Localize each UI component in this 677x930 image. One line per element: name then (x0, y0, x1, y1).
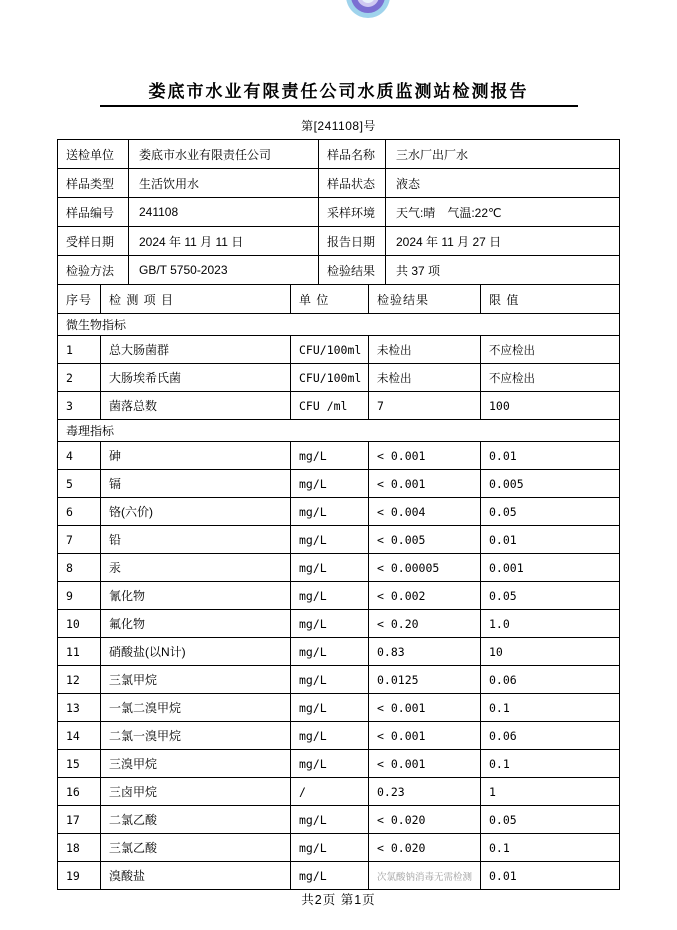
cell-limit: 0.05 (481, 806, 620, 834)
info-table (57, 139, 620, 285)
cell-item: 氟化物 (101, 610, 291, 638)
cell-result: 0.83 (369, 638, 481, 666)
cell-limit: 0.05 (481, 582, 620, 610)
table-row (58, 554, 620, 582)
cell-limit: 不应检出 (481, 364, 620, 392)
cell-result: < 0.001 (369, 470, 481, 498)
section-row (58, 314, 620, 336)
cell-limit: 100 (481, 392, 620, 420)
section-title: 微生物指标 (58, 314, 620, 336)
cell-no: 17 (58, 806, 101, 834)
col-header-item: 检 测 项 目 (101, 285, 291, 314)
table-row (58, 806, 620, 834)
section-title: 毒理指标 (58, 420, 620, 442)
cell-result: 0.0125 (369, 666, 481, 694)
cell-limit: 0.1 (481, 750, 620, 778)
info-label: 样品状态 (319, 169, 386, 198)
cell-item: 溴酸盐 (101, 862, 291, 890)
cell-unit: mg/L (291, 498, 369, 526)
cell-unit: mg/L (291, 862, 369, 890)
cell-limit: 0.06 (481, 666, 620, 694)
table-row (58, 364, 620, 392)
info-label: 样品名称 (319, 140, 386, 169)
info-value: 三水厂出厂水 (386, 140, 620, 169)
results-header-row (58, 285, 620, 314)
cell-limit: 0.005 (481, 470, 620, 498)
cell-item: 二氯一溴甲烷 (101, 722, 291, 750)
cell-no: 2 (58, 364, 101, 392)
cell-result: 次氯酸钠消毒无需检测 (369, 862, 481, 890)
cell-limit: 0.1 (481, 834, 620, 862)
cell-unit: mg/L (291, 582, 369, 610)
cell-unit: mg/L (291, 806, 369, 834)
cell-no: 19 (58, 862, 101, 890)
cell-no: 3 (58, 392, 101, 420)
info-label: 送检单位 (58, 140, 129, 169)
table-row (58, 392, 620, 420)
cell-unit: CFU /ml (291, 392, 369, 420)
cell-limit: 1.0 (481, 610, 620, 638)
cell-no: 10 (58, 610, 101, 638)
info-value: 2024 年 11 月 11 日 (129, 227, 319, 256)
cell-unit: CFU/100ml (291, 336, 369, 364)
cell-item: 三氯乙酸 (101, 834, 291, 862)
info-value: 液态 (386, 169, 620, 198)
info-label: 样品编号 (58, 198, 129, 227)
cell-item: 总大肠菌群 (101, 336, 291, 364)
col-header-limit: 限 值 (481, 285, 620, 314)
cell-result: < 0.005 (369, 526, 481, 554)
info-value: 天气:晴 气温:22℃ (386, 198, 620, 227)
results-table-head (58, 285, 620, 314)
cell-result: 7 (369, 392, 481, 420)
col-header-unit: 单 位 (291, 285, 369, 314)
table-row (58, 442, 620, 470)
cell-unit: mg/L (291, 834, 369, 862)
info-row (58, 198, 620, 227)
cell-unit: mg/L (291, 442, 369, 470)
cell-result: < 0.001 (369, 442, 481, 470)
col-header-result: 检验结果 (369, 285, 481, 314)
cell-result: < 0.004 (369, 498, 481, 526)
cell-result: < 0.020 (369, 806, 481, 834)
info-row (58, 169, 620, 198)
cell-unit: mg/L (291, 470, 369, 498)
cell-item: 三氯甲烷 (101, 666, 291, 694)
cell-item: 一氯二溴甲烷 (101, 694, 291, 722)
cell-no: 9 (58, 582, 101, 610)
results-table (57, 284, 620, 890)
cell-unit: / (291, 778, 369, 806)
report-title: 娄底市水业有限责任公司水质监测站检测报告 (148, 82, 529, 101)
cell-item: 汞 (101, 554, 291, 582)
table-row (58, 498, 620, 526)
cell-result: < 0.00005 (369, 554, 481, 582)
cell-unit: mg/L (291, 554, 369, 582)
info-label: 样品类型 (58, 169, 129, 198)
cell-unit: mg/L (291, 722, 369, 750)
table-row (58, 694, 620, 722)
info-label: 报告日期 (319, 227, 386, 256)
info-value: GB/T 5750-2023 (129, 256, 319, 285)
table-row (58, 526, 620, 554)
info-label: 检验方法 (58, 256, 129, 285)
cell-result: < 0.020 (369, 834, 481, 862)
cell-no: 12 (58, 666, 101, 694)
cell-no: 18 (58, 834, 101, 862)
cell-unit: mg/L (291, 526, 369, 554)
cell-no: 4 (58, 442, 101, 470)
cell-item: 大肠埃希氏菌 (101, 364, 291, 392)
cell-limit: 10 (481, 638, 620, 666)
title-underline (100, 105, 578, 107)
report-body (57, 139, 619, 890)
cell-limit: 1 (481, 778, 620, 806)
table-row (58, 470, 620, 498)
cell-result: 未检出 (369, 364, 481, 392)
info-row (58, 227, 620, 256)
table-row (58, 750, 620, 778)
cell-limit: 0.01 (481, 442, 620, 470)
info-label: 受样日期 (58, 227, 129, 256)
table-row (58, 862, 620, 890)
cell-limit: 0.01 (481, 862, 620, 890)
cell-limit: 0.001 (481, 554, 620, 582)
info-value: 2024 年 11 月 27 日 (386, 227, 620, 256)
cell-result: < 0.001 (369, 722, 481, 750)
cell-item: 三卤甲烷 (101, 778, 291, 806)
cell-limit: 不应检出 (481, 336, 620, 364)
cell-unit: mg/L (291, 610, 369, 638)
doc-number: 第[241108]号 (301, 119, 376, 133)
cell-no: 5 (58, 470, 101, 498)
cell-limit: 0.1 (481, 694, 620, 722)
info-row (58, 140, 620, 169)
info-value: 共 37 项 (386, 256, 620, 285)
table-row (58, 722, 620, 750)
info-row (58, 256, 620, 285)
results-table-body (58, 314, 620, 890)
table-row (58, 834, 620, 862)
info-label: 检验结果 (319, 256, 386, 285)
cell-result: 0.23 (369, 778, 481, 806)
cell-item: 氰化物 (101, 582, 291, 610)
table-row (58, 666, 620, 694)
cell-result: < 0.20 (369, 610, 481, 638)
table-row (58, 336, 620, 364)
cell-item: 铬(六价) (101, 498, 291, 526)
cell-result: 未检出 (369, 336, 481, 364)
cell-unit: mg/L (291, 666, 369, 694)
cell-no: 7 (58, 526, 101, 554)
col-header-no: 序号 (58, 285, 101, 314)
cell-limit: 0.06 (481, 722, 620, 750)
cell-no: 6 (58, 498, 101, 526)
cell-item: 镉 (101, 470, 291, 498)
cell-no: 13 (58, 694, 101, 722)
info-value: 241108 (129, 198, 319, 227)
cell-item: 硝酸盐(以N计) (101, 638, 291, 666)
info-label: 采样环境 (319, 198, 386, 227)
cell-item: 铅 (101, 526, 291, 554)
cell-limit: 0.05 (481, 498, 620, 526)
cell-no: 1 (58, 336, 101, 364)
cell-unit: CFU/100ml (291, 364, 369, 392)
cell-item: 菌落总数 (101, 392, 291, 420)
cell-unit: mg/L (291, 750, 369, 778)
cell-unit: mg/L (291, 694, 369, 722)
page-footer: 共2页 第1页 (301, 893, 376, 907)
cell-no: 11 (58, 638, 101, 666)
cell-no: 16 (58, 778, 101, 806)
cell-limit: 0.01 (481, 526, 620, 554)
cell-no: 8 (58, 554, 101, 582)
cell-result: < 0.002 (369, 582, 481, 610)
table-row (58, 582, 620, 610)
info-value: 生活饮用水 (129, 169, 319, 198)
cell-no: 15 (58, 750, 101, 778)
cell-no: 14 (58, 722, 101, 750)
section-row (58, 420, 620, 442)
cell-unit: mg/L (291, 638, 369, 666)
cell-item: 砷 (101, 442, 291, 470)
table-row (58, 610, 620, 638)
table-row (58, 778, 620, 806)
report-logo-icon (346, 0, 390, 18)
logo-core-circle (361, 0, 375, 3)
info-table-body (58, 140, 620, 285)
cell-item: 二氯乙酸 (101, 806, 291, 834)
cell-item: 三溴甲烷 (101, 750, 291, 778)
cell-result: < 0.001 (369, 750, 481, 778)
table-row (58, 638, 620, 666)
cell-result: < 0.001 (369, 694, 481, 722)
report-header (0, 82, 677, 134)
info-value: 娄底市水业有限责任公司 (129, 140, 319, 169)
